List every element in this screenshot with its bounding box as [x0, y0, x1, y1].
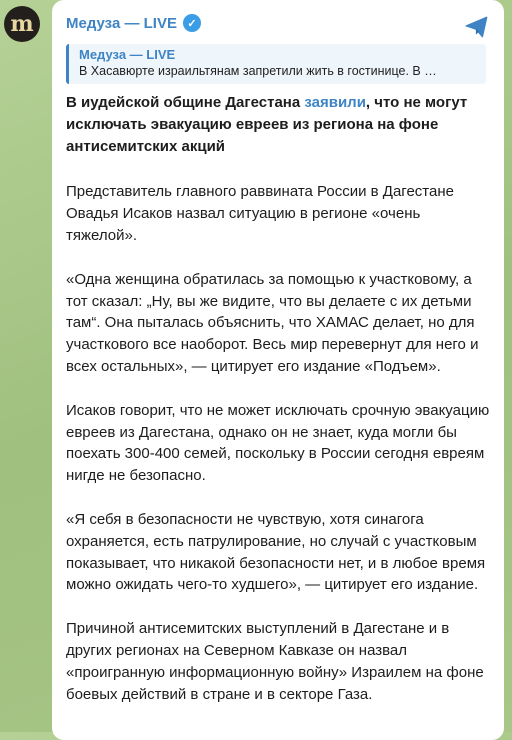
headline-text-after: , что не могут исключать эвакуацию евреев из региона на фоне антисемитских акций [66, 94, 468, 155]
reply-text: В Хасавюрте израильтянам запретили жить в гостинице. В … [79, 64, 437, 78]
post-paragraph: «Я себя в безопасности не чувствую, хотя синагога охраняется, есть патрулирование, но случай с участковым показывает, что никакой безопасности нет, и в любое время можно ожидать чего-то худшего», — цитирует его издание. [66, 510, 486, 594]
headline-link[interactable]: заявили [304, 94, 366, 111]
share-arrow-icon[interactable] [464, 14, 490, 40]
headline-text-before: В иудейской общине Дагестана [66, 94, 305, 111]
message-header [66, 14, 201, 32]
reply-title: Медуза — LIVE [79, 47, 176, 62]
reply-quote[interactable] [66, 44, 486, 84]
message-bubble [52, 0, 504, 740]
message-text [66, 92, 494, 727]
verified-check-icon: ✓ [183, 14, 201, 32]
post-headline [66, 92, 494, 157]
post-paragraph: «Одна женщина обратилась за помощью к участковому, а тот сказал: „Ну, вы же видите, что вы делаете с их детьми там“. Она пыталась объяснить, что ХАМАС делает, но для участкового все наоборот. Весь мир перевернут для него и всех остальных», — цитирует его издание «Подъем». [66, 270, 479, 375]
post-paragraph: Представитель главного раввината России в Дагестане Овадья Исаков назвал ситуацию в регионе «очень тяжелой». [66, 183, 454, 244]
post-paragraph: Причиной антисемитских выступлений в Дагестане и в других регионах на Северном Кавказе он назвал «проигранную информационную войну» Израилем на фоне боевых действий в стране и в секторе Газа. [66, 620, 484, 703]
post-paragraph: Исаков говорит, что не может исключать срочную эвакуацию евреев из Дагестана, однако он не знает, куда могли бы поехать 300-400 семей, поскольку в России сегодня евреям нигде не безопасно. [66, 401, 490, 485]
channel-name[interactable]: Медуза — LIVE [66, 14, 177, 32]
channel-avatar[interactable]: m [4, 6, 40, 42]
